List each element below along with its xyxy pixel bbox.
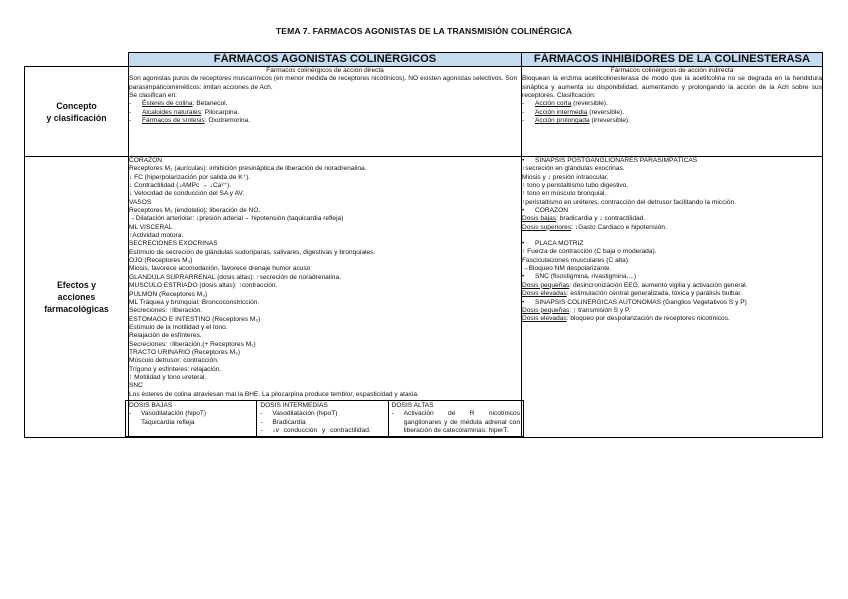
effect-line	[522, 290, 822, 298]
dose-desc: : estimulación central generalizada, tóxica y parálisis bulbar.	[566, 290, 742, 298]
section-heading	[522, 240, 822, 248]
page-title: TEMA 7. FARMACOS AGONISTAS DE LA TRANSMISIÓN COLINÉRGICA	[275, 26, 573, 36]
effect-line: Miosis, favorece acomodación, favorece drenaje humor acuso	[129, 265, 311, 273]
efectos-inhibidores-cell	[522, 157, 823, 438]
dose-label: Dosis elevadas	[522, 315, 567, 323]
term-desc: : Oxotremorina.	[204, 117, 251, 125]
dose-text: Bradicardia	[272, 418, 306, 426]
heading-text: CORAZÓN	[535, 207, 568, 215]
row-label-concepto	[25, 67, 129, 157]
dose-item	[392, 410, 520, 435]
effect-line: →Bloqueo NM despolarizante.	[522, 265, 612, 273]
paragraph: Bloquean la enzima acetilcolinesterasa de modo que la acetilcolina no se degrada en la hendidura sináptica y aumenta su disponibilidad, aumentando y prolongando la acción de la Ach sobre sus receptores. Clasificación:	[522, 75, 822, 100]
header-inhibidores: FÁRMACOS INHIBIDORES DE LA COLINESTERASA	[522, 53, 823, 67]
doses-table	[125, 400, 524, 437]
heading-text: SINAPSIS POSTGANGLIONARES PARASIMPÁTICAS	[535, 157, 698, 164]
effect-line: ↑secreción en glándulas exocrinas.	[522, 165, 625, 173]
effect-line: Fasciculaciones musculares (C alta).	[522, 256, 630, 264]
effect-line: ↑ Motilidad y tono ureteral.	[129, 373, 207, 381]
section-heading	[522, 207, 822, 215]
effects-list	[129, 157, 521, 399]
row-label-line: farmacológicas	[44, 304, 109, 315]
effect-line: Estímulo de la motilidad y el tono.	[129, 323, 228, 331]
bullet: -	[129, 117, 132, 125]
term-desc: (irreversible).	[589, 117, 630, 125]
section-heading	[522, 273, 822, 281]
summary-table	[24, 52, 823, 438]
dose-line: Vasodilatación (hipoT)	[141, 410, 207, 418]
header-row	[25, 53, 823, 67]
bullet: •	[522, 157, 525, 164]
dose-desc: : bradicardia y ↓ contractilidad.	[556, 215, 646, 223]
efectos-row	[25, 157, 823, 438]
term: Acción intermedia	[535, 108, 588, 116]
row-label-efectos	[25, 157, 129, 438]
effect-line: ML VISCERAL	[129, 223, 173, 231]
dose-text	[141, 410, 253, 427]
dosis-intermedias-cell	[257, 400, 388, 436]
dose-desc: : desincronización EEG, aumento vigilia y activación general.	[569, 281, 748, 289]
effect-line: ↑Actividad motora.	[129, 232, 184, 240]
dose-text: ↓v conducción y contractilidad.	[272, 427, 371, 434]
effect-line: Músculo detrusor: contracción.	[129, 357, 219, 365]
header-agonistas: FÁRMACOS AGONISTAS COLINÉRGICOS	[129, 53, 522, 67]
effect-line: SECRECIONES EXOCRINAS	[129, 240, 218, 248]
effect-line: Miosis y ↓ presión intraocular.	[522, 173, 609, 181]
heading-text: SINAPSIS COLINÉRGICAS AUTÓNOMAS (Ganglios Vegetativos S y P)	[535, 298, 747, 306]
effect-line: ↑ tono en músculo bronquial.	[522, 190, 607, 198]
term: Acción corta	[535, 100, 572, 108]
section-heading	[522, 299, 822, 307]
effect-line	[522, 315, 822, 323]
dose-title: DOSIS INTERMEDIAS	[260, 401, 328, 409]
term-desc: : Betanecol.	[192, 100, 228, 108]
effect-line: CORAZÓN	[129, 157, 162, 164]
concepto-row	[25, 67, 823, 157]
effect-line: Los ésteres de colina atraviesan mal la BHE. La pilocarpina produce temblor, espasticidad y ataxia.	[129, 390, 419, 398]
bullet: -	[260, 410, 263, 418]
bullet: -	[522, 100, 525, 108]
efectos-agonistas-cell	[129, 157, 522, 438]
effect-line: Receptores M₂ (aurículas): inhibición presináptica de liberación de noradrenalina.	[129, 165, 367, 173]
bullet: -	[391, 410, 394, 418]
effect-line: PULMÓN (Receptores M₃)	[129, 290, 208, 298]
effect-line: Receptores M₃ (endotelio): liberación de NO.	[129, 207, 261, 215]
effect-line: Secreciones: ↑liberación.(+ Receptores M₁)	[129, 340, 256, 348]
effect-line: OJO (Receptores M₃)	[129, 257, 193, 265]
row-label-line: y clasificación	[46, 112, 107, 123]
bullet: -	[129, 108, 132, 116]
row-label-line: acciones	[57, 292, 96, 303]
bullet: •	[522, 240, 525, 248]
effect-line: Relajación de esfínteres.	[129, 332, 202, 340]
term-desc: (reversible).	[571, 100, 608, 108]
spacer	[522, 232, 822, 240]
effect-line	[522, 282, 822, 290]
dose-label: Dosis bajas	[522, 215, 557, 223]
dose-text: Vasodilatación (hipoT)	[272, 410, 338, 418]
dose-desc: : ↓Gasto Cardiaco e hipotensión.	[571, 223, 667, 231]
term-desc: (reversible).	[587, 108, 625, 116]
dose-label: Dosis elevadas	[522, 290, 567, 298]
effect-line: Trígono y esfínteres: relajación.	[129, 365, 222, 373]
dose-item	[260, 427, 384, 435]
effect-line: Estímulo de secreción de glándulas sudoríparas, salivares, digestivas y bronquiales.	[129, 248, 376, 256]
dose-label: Dosis pequeñas	[522, 281, 570, 289]
concepto-agonistas-cell	[129, 67, 522, 157]
dose-desc: : ↑ transmisión S y P.	[569, 306, 631, 314]
effect-line	[522, 215, 822, 223]
term-desc: : Pilocarpina.	[201, 108, 240, 116]
row-label-line: Concepto	[56, 100, 97, 111]
heading-text: PLACA MOTRIZ	[535, 240, 584, 248]
effect-line: Secreciones: ↑liberación.	[129, 307, 203, 315]
term: Ésteres de colina	[142, 100, 193, 108]
dose-text: Activación de R nicotínicos ganglionares y de médula adrenal con liberación de catecolaminas: hiperT.	[403, 410, 520, 434]
dose-title: DOSIS ALTAS	[391, 401, 434, 409]
dose-desc: : bloqueo por despolarización de receptores nicotínicos.	[566, 315, 730, 323]
list-item	[129, 117, 521, 125]
dose-item	[129, 410, 253, 427]
dose-item	[260, 419, 384, 427]
bullet: •	[522, 298, 525, 306]
dosis-bajas-cell	[126, 400, 257, 436]
corner-cell	[25, 53, 129, 67]
effect-line: ↑ tono y peristaltismo tubo digestivo.	[522, 182, 629, 190]
term: Alcaloides naturales	[142, 108, 202, 116]
effect-line: ↑ Fuerza de contracción (C baja o moderada).	[522, 248, 657, 256]
list-item	[522, 109, 822, 117]
effect-line: MÚSCULO ESTRIADO (dosis altas): ↑contracción.	[129, 282, 278, 290]
term: Acción prolongada	[535, 117, 590, 125]
effect-line: →Dilatación arteriolar: ↓presión arterial→ hipotensión (taquicardia refleja)	[129, 215, 344, 223]
section-heading	[522, 157, 822, 165]
dose-title: DOSIS BAJAS	[129, 401, 173, 409]
paragraph: Se clasifican en:	[129, 92, 178, 100]
effect-line	[522, 307, 822, 315]
bullet: -	[522, 117, 525, 125]
list-item	[129, 100, 521, 108]
list-item	[522, 117, 822, 125]
dose-line: Taquicardia refleja	[141, 418, 195, 426]
bullet: -	[129, 100, 132, 108]
list-item	[129, 109, 521, 117]
bullet: •	[522, 273, 525, 281]
bullet: •	[522, 207, 525, 215]
row-label-line: Efectos y	[56, 280, 97, 291]
effect-line: ↓ Velocidad de conducción del SA y AV.	[129, 190, 245, 198]
effect-line	[522, 224, 822, 232]
effect-line: TRACTO URINARIO (Receptores M₃)	[129, 348, 241, 356]
effect-line: ↓ Contractilidad (↓AMPc → ↓Ca²⁺).	[129, 182, 232, 190]
effect-line: GLÁNDULA SUPRARRENAL (dosis altas): ↑secreción de noradrenalina.	[129, 273, 341, 281]
effect-line: ML Tráquea y bronquial: Broncoconstricción.	[129, 298, 260, 306]
subtitle: Fármacos colinérgicos de acción directa	[266, 67, 384, 74]
list-item	[522, 100, 822, 108]
paragraph: Son agonistas puros de receptores muscarínicos (en menor medida de receptores nicotínicos). NO existen agonistas selectivos. Son parasimpáticomiméticos: imitan acciones de Ach.	[129, 75, 518, 91]
bullet: -	[260, 418, 263, 426]
bullet: -	[260, 427, 263, 434]
dosis-altas-cell	[388, 400, 523, 436]
heading-text: SNC (fisostigmina, rivastigmina,...)	[535, 273, 637, 281]
effect-line: VASOS	[129, 198, 152, 206]
doses-row	[126, 400, 524, 436]
subtitle: Fármacos colinérgicos de acción indirecta	[610, 67, 734, 74]
concepto-inhibidores-cell	[522, 67, 823, 157]
dose-item	[260, 410, 384, 418]
dose-label: Dosis pequeñas	[522, 306, 570, 314]
term: Fármacos de síntesis	[142, 117, 205, 125]
bullet: -	[522, 108, 525, 116]
effect-line: ESTÓMAGO E INTESTINO (Receptores M₃)	[129, 315, 261, 323]
effect-line: ↑peristaltismo en uréteres, contracción del detrusor facilitando la micción.	[522, 198, 737, 206]
effect-line: SNC	[129, 382, 143, 390]
dose-label: Dosis superiores	[522, 223, 572, 231]
bullet: -	[129, 410, 132, 418]
effect-line: ↓ FC (hiperpolarización por salida de K⁺).	[129, 173, 251, 181]
